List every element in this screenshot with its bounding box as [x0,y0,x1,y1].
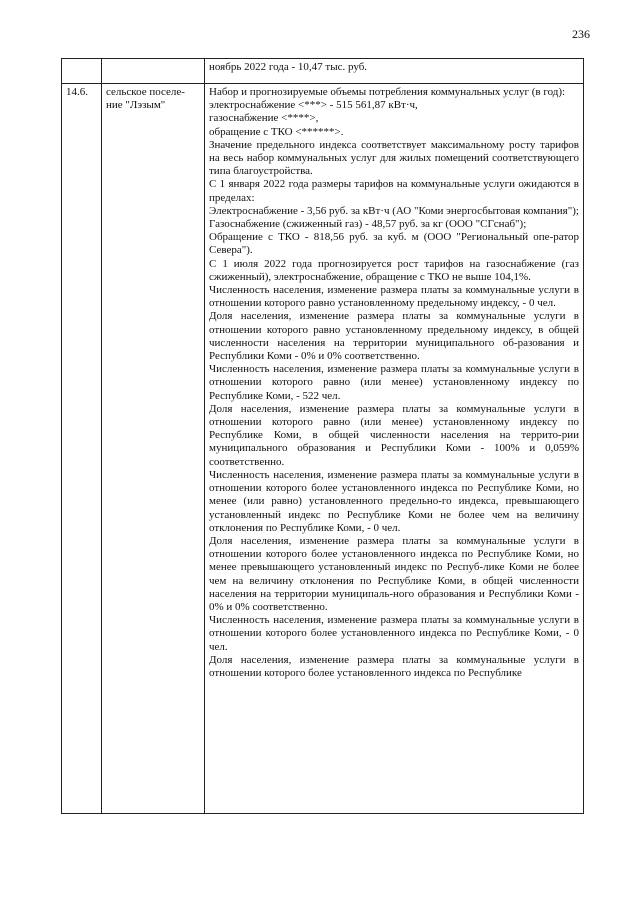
paragraph: Набор и прогнозируемые объемы потребления коммунальных услуг (в год): [209,86,566,98]
paragraph: Электроснабжение - 3,56 руб. за кВт·ч (АО "Коми энергосбытовая компания"); [209,204,579,217]
number-cell [62,59,102,84]
paragraph: обращение с ТКО <******>. [209,125,344,138]
continuation-cell [205,59,584,84]
paragraph: Доля населения, изменение размера платы за коммунальные услуги в отношении которого более установленного индекса по Республике Коми, но менее превышающего установленный индекс по Респуб-лике Коми не более чем на величину отклонения по Республике Коми, в общей численности населения на территории муниципаль-ного образования и Республики Коми - 0% и 0% соответственно. [209,534,579,613]
table-row [62,59,584,84]
tariff-table [61,58,584,814]
paragraph: электроснабжение <***> - 515 561,87 кВт·ч, [209,99,418,112]
paragraph: Обращение с ТКО - 818,56 руб. за куб. м (ООО "Региональный опе-ратор Севера"). [209,231,579,257]
paragraph: Численность населения, изменение размера платы за коммунальные услуги в отношении которого более установленного индекса по Республике Коми, но менее (или равно) установленного предельно-го индекса, превышающего установленный индекс по Республике Коми не более чем на величину отклонения по Республике Коми, - 0 чел. [209,468,579,534]
settlement-name: сельское поселе-ние "Лэзым" [102,84,205,814]
paragraph: Численность населения, изменение размера платы за коммунальные услуги в отношении которого более установленного индекса по Республике Коми, - 0 чел. [209,614,579,653]
paragraph: Значение предельного индекса соответствует максимальному росту тарифов на весь набор коммунальных услуг для жилых помещений соответствующего типа благоустройства. [209,138,579,178]
paragraph: газоснабжение <****>, [209,112,319,125]
paragraph: Доля населения, изменение размера платы за коммунальные услуги в отношении которого более установленного индекса по Республике [209,653,579,679]
paragraph: Численность населения, изменение размера платы за коммунальные услуги в отношении которого равно установленному предельному индексу, - 0 чел. [209,284,579,310]
row-number: 14.6. [62,84,102,814]
settlement-cell [102,59,205,84]
paragraph: Численность населения, изменение размера платы за коммунальные услуги в отношении которого равно (или менее) установленному индексу по Республике Коми, - 522 чел. [209,363,579,402]
paragraph: С 1 июля 2022 года прогнозируется рост тарифов на газоснабжение (газ сжиженный), электроснабжение, обращение с ТКО не выше 104,1%. [209,257,579,283]
paragraph: Доля населения, изменение размера платы за коммунальные услуги в отношении которого равно (или менее) установленному индексу по Республике Коми, в общей численности населения на террито-рии муниципального образования и Республики Коми - 100% и 0,059% соответственно. [209,402,579,468]
paragraph: Доля населения, изменение размера платы за коммунальные услуги в отношении которого равно установленному предельному индексу, в общей численности населения на территории муниципального об-разования и Республики Коми - 0% и 0% соответственно. [209,310,579,363]
continuation-text: ноябрь 2022 года - 10,47 тыс. руб. [209,61,368,73]
page-number: 236 [572,27,590,41]
paragraph: Газоснабжение (сжиженный газ) - 48,57 руб. за кг (ООО "СГснаб"); [209,218,527,231]
paragraph: С 1 января 2022 года размеры тарифов на коммунальные услуги ожидаются в пределах: [209,178,579,204]
table-row [62,84,584,814]
description-cell [205,84,584,814]
